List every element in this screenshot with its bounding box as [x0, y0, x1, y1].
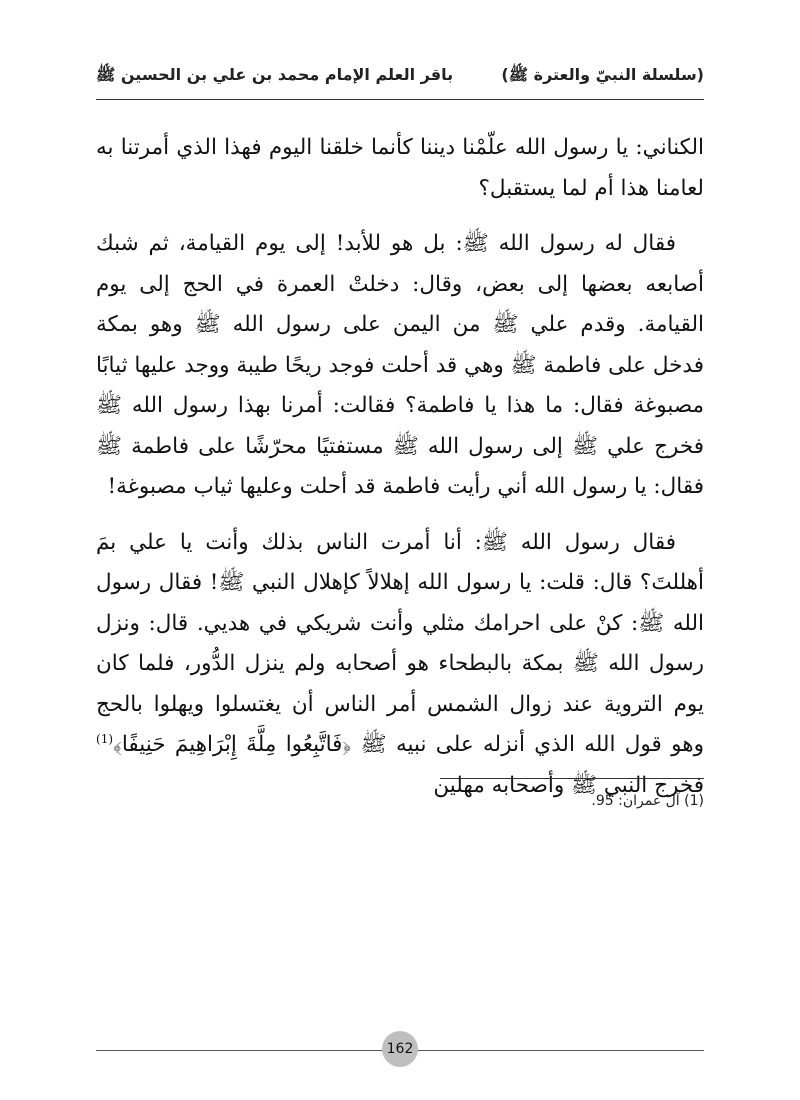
- footnote-divider: [440, 778, 704, 779]
- page-number: 162: [382, 1031, 418, 1067]
- paragraph: فقال له رسول الله ﷺ: بل هو للأبد! إلى يوم القيامة، ثم شبك أصابعه بعضها إلى بعض، وقال: دخلتْ العمرة في الحج إلى يوم القيامة. وقدم علي ﷺ من اليمن على رسول الله ﷺ وهو بمكة فدخل على فاطمة ﷺ وهي قد أحلت فوجد ريحًا طيبة ووجد عليها ثيابًا مصبوغة فقال: ما هذا يا فاطمة؟ فقالت: أمرنا بهذا رسول الله ﷺ فخرج علي ﷺ إلى رسول الله ﷺ مستفتيًا محرّشًا على فاطمة ﷺ فقال: يا رسول الله أني رأيت فاطمة قد أحلت وعليها ثياب مصبوغة!: [96, 231, 704, 499]
- paragraph-continuation: فخرج النبي ﷺ وأصحابه مهلين: [433, 772, 704, 798]
- page-footer: [96, 1030, 704, 1070]
- paragraph-text: فقال رسول الله ﷺ: أنا أمرت الناس بذلك وأنت يا علي بمَ أهللتَ؟ قال: قلت: يا رسول الله إهلالاً كإهلال النبي ﷺ! فقال رسول الله ﷺ: كنْ على احرامك مثلي وأنت شريكي في هديي. قال: ونزل رسول الله ﷺ بمكة بالبطحاء هو أصحابه ولم ينزل الدُّور، فلما كان يوم التروية عند زوال الشمس أمر الناس أن يغتسلوا ويهلوا بالحج وهو قول الله الذي أنزله على نبيه ﷺ ﴿فَاتَّبِعُوا مِلَّةَ إِبْرَاهِيمَ حَنِيفًا﴾: [96, 529, 704, 757]
- main-text: [96, 128, 704, 821]
- series-title: (سلسلة النبيّ والعترة ﷺ): [501, 64, 704, 84]
- footnote-reference[interactable]: (1): [96, 731, 114, 746]
- footnote: (1) آل عمران: 95.: [591, 793, 704, 809]
- header-divider: [96, 99, 704, 100]
- paragraph: [96, 523, 704, 807]
- running-header: [96, 56, 704, 96]
- book-title: باقر العلم الإمام محمد بن علي بن الحسين ﷺ: [96, 64, 454, 84]
- paragraph: الكناني: يا رسول الله علّمْنا ديننا كأنما خلقنا اليوم فهذا الذي أمرتنا به لعامنا هذا أم لما يستقبل؟: [96, 135, 704, 201]
